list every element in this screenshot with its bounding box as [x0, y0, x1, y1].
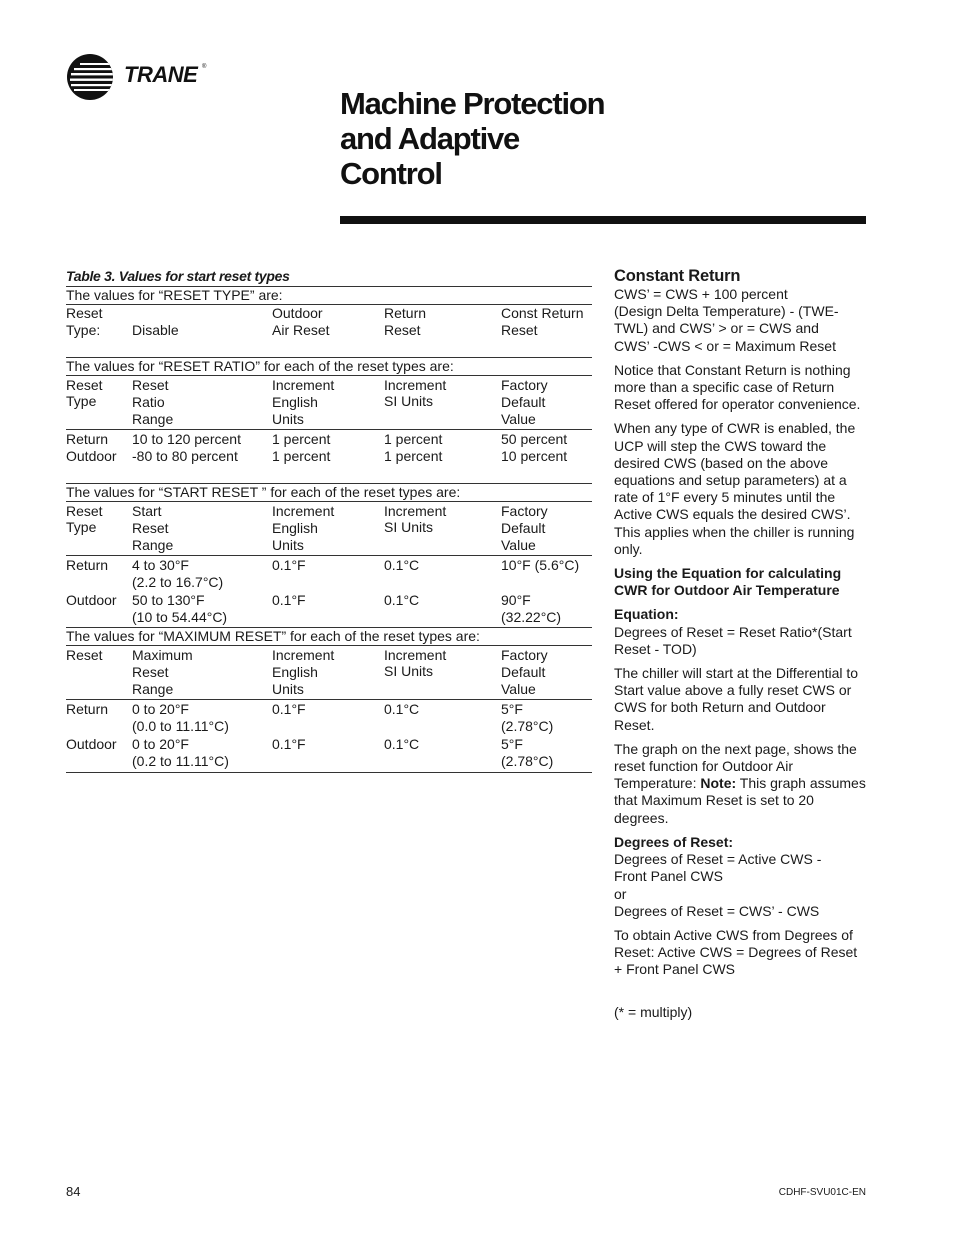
- paragraph: The graph on the next page, shows the reset function for Outdoor Air Temperature: Note: This graph assumes that Maximum Reset is set to 20 degrees.: [614, 740, 866, 826]
- table-cell: 90°F (32.22°C): [501, 592, 562, 625]
- table-cell: 10 percent: [501, 448, 568, 464]
- column-header: Factory Default Value: [501, 377, 548, 427]
- table-cell: Reset: [384, 322, 421, 338]
- column-header: Reset Ratio Range: [132, 377, 174, 427]
- reset-type-heading: The values for “RESET TYPE” are:: [66, 287, 592, 305]
- table-cell: 0.1°C: [384, 557, 420, 573]
- reset-type-row-2: [66, 322, 592, 339]
- table-row: [66, 701, 592, 736]
- column-header: Increment SI Units: [384, 377, 447, 409]
- table-cell: 4 to 30°F (2.2 to 16.7°C): [132, 557, 224, 590]
- table-cell: Reset: [66, 305, 103, 321]
- brand-registered-mark: ®: [202, 64, 207, 70]
- table-cell: 0.1°F: [272, 701, 306, 717]
- table-cell: Air Reset: [272, 322, 330, 338]
- table-cell: 0.1°C: [384, 736, 420, 752]
- table-cell: Return: [66, 701, 109, 717]
- equation-text: Degrees of Reset = Reset Ratio*(Start Reset - TOD): [614, 623, 852, 657]
- paragraph: When any type of CWR is enabled, the UCP will step the CWS toward the desired CWS (based on the above equations and setup parameters) at a rate of 1°F every 5 minutes until the Active CWS equals the desired CWS’. This applies when the chiller is running only.: [614, 420, 856, 557]
- footnote: (* = multiply): [614, 1003, 693, 1020]
- column-header: Increment SI Units: [384, 503, 447, 535]
- column-header: Reset Type: [66, 503, 103, 535]
- start-reset-heading: The values for “START RESET ” for each of the reset types are:: [66, 484, 592, 502]
- table-cell: Const Return: [501, 305, 584, 321]
- subheading: Using the Equation for calculating CWR for Outdoor Air Temperature: [614, 565, 842, 599]
- degrees-of-reset-block: Degrees of Reset: Degrees of Reset = Active CWS - Front Panel CWS or Degrees of Reset = CWS’ - CWS: [614, 834, 866, 920]
- reset-type-row-1: [66, 305, 592, 322]
- column-header: Factory Default Value: [501, 503, 548, 553]
- equation-block: [614, 606, 866, 658]
- table-cell: 0 to 20°F (0.2 to 11.11°C): [132, 736, 229, 769]
- table-cell: 1 percent: [272, 448, 331, 464]
- table-cell: 10 to 120 percent: [132, 431, 241, 447]
- table-cell: Return: [384, 305, 427, 321]
- column-header: Increment SI Units: [384, 647, 447, 679]
- table-row: [66, 431, 592, 448]
- equation-label: Equation:: [614, 606, 679, 623]
- page-title: [340, 86, 860, 191]
- table-cell: Disable: [132, 322, 179, 338]
- column-header: Maximum Reset Range: [132, 647, 193, 697]
- table-cell: 50 to 130°F (10 to 54.44°C): [132, 592, 228, 625]
- table-cell: Outdoor: [66, 736, 117, 752]
- note-label: Note:: [700, 775, 737, 792]
- column-header: Reset Type: [66, 377, 103, 409]
- degrees-of-reset-label: Degrees of Reset:: [614, 833, 734, 850]
- column-header: Factory Default Value: [501, 647, 548, 697]
- constant-return-heading: Constant Return: [614, 267, 741, 285]
- table-cell: 0.1°F: [272, 557, 306, 573]
- table-cell: 1 percent: [384, 431, 443, 447]
- table-row: [66, 736, 592, 773]
- reset-ratio-header-row: [66, 376, 592, 430]
- section-spacer: [66, 465, 592, 484]
- table-cell: Type:: [66, 322, 101, 338]
- table-cell: 0.1°C: [384, 701, 420, 717]
- start-reset-header-row: [66, 502, 592, 556]
- table-cell: 1 percent: [384, 448, 443, 464]
- paragraph: To obtain Active CWS from Degrees of Reset: Active CWS = Degrees of Reset + Front Panel CWS: [614, 926, 858, 978]
- column-header: Reset: [66, 647, 103, 663]
- table-cell: 0.1°F: [272, 736, 306, 752]
- table-cell: Outdoor: [66, 592, 117, 608]
- spacer: [614, 986, 866, 1004]
- table-cell: Outdoor: [66, 448, 117, 464]
- table-cell: -80 to 80 percent: [132, 448, 238, 464]
- trane-globe-icon: [66, 52, 114, 102]
- table-cell: 0.1°F: [272, 592, 306, 608]
- table-row: [66, 557, 592, 592]
- table-row: [66, 448, 592, 465]
- paragraph: Notice that Constant Return is nothing more than a specific case of Return Reset offered for operator convenience.: [614, 361, 861, 413]
- reset-ratio-heading: The values for “RESET RATIO” for each of the reset types are:: [66, 358, 592, 376]
- table-cell: 50 percent: [501, 431, 568, 447]
- start-reset-table: [66, 267, 592, 773]
- column-header: Start Reset Range: [132, 503, 174, 553]
- table-cell: Return: [66, 557, 109, 573]
- column-header: Increment English Units: [272, 503, 335, 553]
- table-cell: Return: [66, 431, 109, 447]
- page-number: 84: [66, 1184, 81, 1199]
- table-cell: Reset: [501, 322, 538, 338]
- table-cell: Outdoor: [272, 305, 323, 321]
- table-cell: 1 percent: [272, 431, 331, 447]
- table-caption: Table 3. Values for start reset types: [66, 267, 592, 287]
- table-cell: 10°F (5.6°C): [501, 557, 580, 573]
- trane-logo: [66, 52, 216, 102]
- constant-return-equation: CWS’ = CWS + 100 percent (Design Delta Temperature) - (TWE- TWL) and CWS’ > or = CWS and CWS’ -CWS < or = Maximum Reset: [614, 286, 839, 354]
- maximum-reset-header-row: [66, 646, 592, 700]
- title-line-1: Machine Protection: [340, 86, 605, 121]
- table-cell: 0 to 20°F (0.0 to 11.11°C): [132, 701, 229, 734]
- right-column: [614, 266, 866, 1028]
- paragraph: The chiller will start at the Differential to Start value above a fully reset CWS or CWS for both Return and Outdoor Reset.: [614, 665, 859, 733]
- title-rule: [340, 216, 866, 224]
- table-cell: 0.1°C: [384, 592, 420, 608]
- maximum-reset-heading: The values for “MAXIMUM RESET” for each of the reset types are:: [66, 627, 592, 646]
- brand-name: TRANE: [124, 62, 198, 87]
- column-header: Increment English Units: [272, 647, 335, 697]
- document-code: CDHF-SVU01C-EN: [778, 1187, 866, 1198]
- title-line-3: Control: [340, 156, 442, 191]
- table-cell: 5°F (2.78°C): [501, 701, 554, 734]
- title-line-2: and Adaptive: [340, 121, 520, 156]
- column-header: Increment English Units: [272, 377, 335, 427]
- table-cell: 5°F (2.78°C): [501, 736, 554, 769]
- section-spacer: [66, 339, 592, 358]
- table-row: [66, 592, 592, 627]
